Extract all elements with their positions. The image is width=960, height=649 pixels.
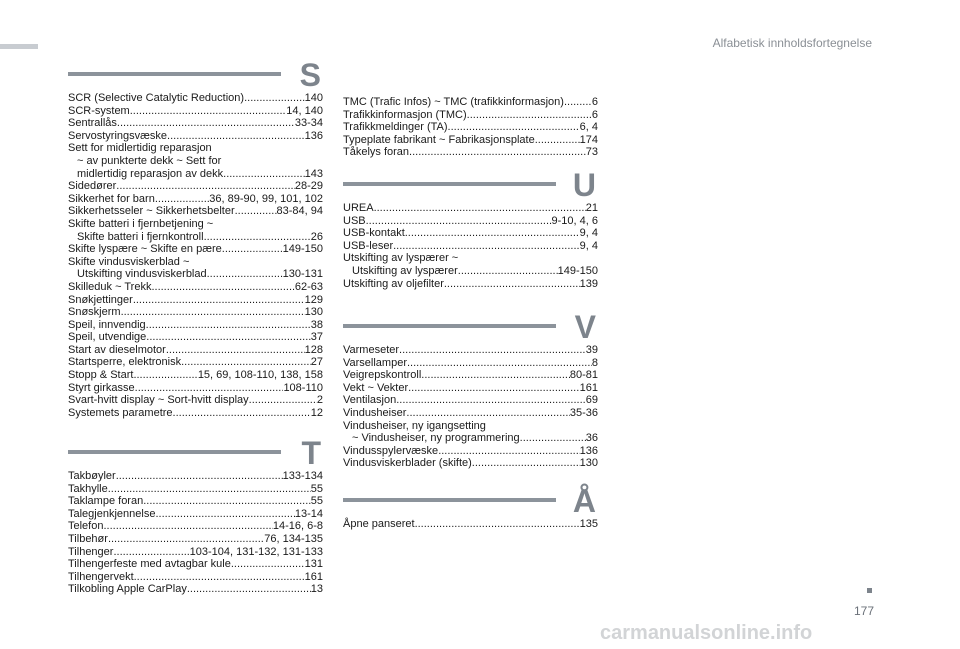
index-entry-line: Vindusheiser, ny igangsetting — [343, 419, 486, 432]
index-list — [343, 96, 598, 159]
section-letter: S — [299, 57, 321, 93]
index-entry-label: Typeplate fabrikant ~ Fabrikasjonsplate — [343, 133, 535, 146]
index-entry-page: 13 — [310, 583, 323, 596]
dot-leader — [130, 105, 287, 118]
page-header-title: Alfabetisk innholdsfortegnelse — [712, 36, 872, 50]
index-entry-page: 76, 134-135 — [264, 532, 323, 545]
index-entry-label: UREA — [343, 202, 374, 214]
dot-leader — [467, 109, 592, 122]
section-v — [343, 309, 598, 470]
index-entry — [68, 382, 323, 395]
section-divider — [343, 498, 556, 502]
dot-leader — [151, 281, 294, 294]
index-entry — [68, 205, 323, 218]
index-entry-label: Snøkjettinger — [68, 293, 133, 306]
page-marker — [867, 588, 872, 593]
index-entry-label: Tilhengerfeste med avtagbar kule — [68, 558, 231, 571]
index-entry-page: 36, 89-90, 99, 101, 102 — [209, 192, 323, 205]
index-entry-page: 108-110 — [283, 381, 323, 394]
index-entry — [68, 105, 323, 118]
index-entry-label: SCR-system — [68, 104, 130, 117]
dot-leader — [204, 231, 311, 244]
index-entry-page: 135 — [579, 518, 598, 530]
section-letter: U — [572, 167, 596, 203]
dot-leader — [396, 394, 586, 407]
index-entry-page: 136 — [579, 444, 598, 457]
dot-leader — [155, 193, 209, 206]
index-entry — [68, 356, 323, 369]
index-entry-label: Telefon — [68, 520, 104, 533]
index-entry-label: Tåkelys foran — [343, 146, 410, 159]
index-list — [343, 518, 598, 531]
dot-leader — [134, 571, 305, 584]
dot-leader — [187, 583, 311, 596]
index-entry — [68, 583, 323, 596]
index-entry-page: 133-134 — [282, 470, 323, 482]
index-entry — [343, 382, 598, 395]
index-entry-page: 130-131 — [282, 268, 323, 281]
dot-leader — [146, 319, 311, 332]
index-entry-label: Takhylle — [68, 482, 108, 495]
index-entry-page: 143 — [304, 167, 323, 180]
index-entry-page: 161 — [304, 570, 323, 583]
dot-leader — [249, 394, 317, 407]
dot-leader — [421, 369, 570, 382]
index-entry-page: 136 — [304, 129, 323, 142]
index-entry — [343, 134, 598, 147]
index-entry-page: 35-36 — [569, 406, 598, 419]
section-letter: T — [301, 435, 321, 471]
index-entry-page: 28-29 — [294, 180, 323, 193]
index-entry-page: 12 — [310, 406, 323, 419]
index-entry-page: 139 — [579, 277, 598, 290]
section-letter: Å — [572, 483, 596, 519]
index-entry — [68, 243, 323, 256]
index-entry-label: TMC (Trafic Infos) ~ TMC (trafikkinformasjon) — [343, 96, 564, 108]
section-u — [343, 167, 598, 290]
index-entry-label: Speil, utvendige — [68, 331, 147, 344]
index-entry-line: ~ av punkterte dekk ~ Sett for — [77, 154, 222, 167]
dot-leader — [407, 357, 592, 370]
index-entry-label: Utskifting vindusviskerblad — [77, 268, 207, 281]
dot-leader — [408, 382, 580, 395]
index-entry-label: USB-kontakt — [343, 227, 405, 240]
index-entry — [68, 495, 323, 508]
index-entry-label: Vindusspylervæske — [343, 444, 439, 457]
index-entry-page: 9-10, 4, 6 — [551, 214, 598, 227]
index-entry-page: 55 — [310, 495, 323, 508]
dot-leader — [108, 533, 264, 546]
index-entry — [343, 357, 598, 370]
index-entry-page: 149-150 — [282, 243, 323, 256]
index-entry-label: Trafikkmeldinger (TA) — [343, 121, 448, 134]
index-entry-label: Sikkerhet for barn — [68, 192, 155, 205]
index-entry-label: Tilbehør — [68, 532, 108, 545]
top-accent-bar — [0, 44, 38, 49]
index-entry — [68, 508, 323, 521]
index-entry-page: 37 — [310, 331, 323, 344]
index-entry-page: 131 — [304, 558, 323, 571]
index-entry-label: Sentrallås — [68, 117, 117, 130]
dot-leader — [116, 180, 295, 193]
dot-leader — [231, 558, 305, 571]
index-entry-page: 15, 69, 108-110, 138, 158 — [197, 369, 323, 382]
index-entry-label: Vindusheiser — [343, 406, 407, 419]
index-entry — [343, 278, 598, 291]
dot-leader — [235, 205, 277, 218]
index-entry-label: Talegjenkjennelse — [68, 507, 156, 520]
index-entry-page: 39 — [585, 344, 598, 356]
dot-leader — [173, 407, 311, 420]
index-entry-page: 69 — [585, 394, 598, 407]
index-entry-page: 174 — [579, 133, 598, 146]
dot-leader — [117, 117, 295, 130]
index-entry-label: Tilhenger — [68, 545, 114, 558]
index-entry-page: 130 — [579, 457, 598, 470]
index-entry — [68, 218, 323, 243]
dot-leader — [222, 243, 283, 256]
index-entry-page: 26 — [310, 230, 323, 243]
index-entry-label: Start av dieselmotor — [68, 343, 166, 356]
dot-leader — [406, 407, 569, 420]
dot-leader — [393, 240, 580, 253]
index-entry — [343, 96, 598, 109]
index-entry-page: 14, 140 — [286, 104, 323, 117]
index-entry-label: Startsperre, elektronisk — [68, 356, 182, 369]
dot-leader — [444, 278, 580, 291]
dot-leader — [133, 294, 305, 307]
index-entry — [343, 215, 598, 228]
dot-leader — [366, 215, 552, 228]
index-entry-page: 73 — [585, 146, 598, 159]
index-entry-label: Trafikkinformasjon (TMC) — [343, 108, 467, 121]
index-entry-line: Skifte vindusviskerblad ~ — [68, 255, 190, 268]
index-entry-page: 14-16, 6-8 — [272, 520, 323, 533]
index-entry — [343, 394, 598, 407]
index-entry-label: Utskifting av oljefilter — [343, 277, 444, 290]
index-entry — [343, 202, 598, 215]
index-entry-label: Sikkerhetsseler ~ Sikkerhetsbelter — [68, 205, 235, 218]
index-entry — [343, 227, 598, 240]
index-entry-line: Skifte batteri i fjernbetjening ~ — [68, 217, 214, 230]
index-list — [68, 92, 323, 419]
watermark: carmanualsonline.info — [600, 622, 813, 644]
index-entry — [68, 319, 323, 332]
index-entry-label: Svart-hvitt display ~ Sort-hvitt display — [68, 394, 249, 407]
index-list — [343, 344, 598, 470]
dot-leader — [520, 432, 586, 445]
index-entry-label: Varmeseter — [343, 344, 400, 356]
index-entry — [68, 180, 323, 193]
index-entry-line: Utskifting av lyspærer ~ — [343, 252, 459, 265]
dot-leader — [472, 457, 580, 470]
index-entry-page: 128 — [304, 343, 323, 356]
index-entry — [68, 369, 323, 382]
index-entry — [68, 407, 323, 420]
index-entry-page: 36 — [585, 432, 598, 445]
index-entry-label: Takbøyler — [68, 470, 116, 482]
index-entry-label: Tilhengervekt — [68, 570, 134, 583]
section-s — [68, 57, 323, 419]
index-entry-page: 21 — [585, 202, 598, 214]
dot-leader — [103, 520, 272, 533]
dot-leader — [181, 356, 311, 369]
index-entry-page: 27 — [310, 356, 323, 369]
index-entry-label: midlertidig reparasjon av dekk — [77, 167, 224, 180]
index-entry-page: 38 — [310, 318, 323, 331]
index-entry — [68, 533, 323, 546]
index-entry-page: 33-34 — [294, 117, 323, 130]
index-entry — [68, 483, 323, 496]
page-number: 177 — [853, 604, 874, 618]
dot-leader — [399, 344, 586, 357]
index-entry-page: 6 — [591, 96, 598, 108]
index-entry-label: Styrt girkasse — [68, 381, 135, 394]
index-entry — [343, 146, 598, 159]
dot-leader — [374, 202, 586, 215]
index-entry-page: 6 — [591, 108, 598, 121]
index-entry-page: 149-150 — [557, 264, 598, 277]
index-entry-label: Ventilasjon — [343, 394, 397, 407]
section-divider — [68, 450, 281, 454]
index-entry-label: Sidedører — [68, 180, 117, 193]
dot-leader — [133, 369, 197, 382]
index-entry — [68, 470, 323, 483]
index-entry — [343, 121, 598, 134]
index-entry-line: Sett for midlertidig reparasjon — [68, 142, 212, 155]
index-entry-label: Stopp & Start — [68, 369, 134, 382]
index-entry-label: Varsellamper — [343, 356, 407, 369]
index-entry-label: Tilkobling Apple CarPlay — [68, 583, 187, 596]
index-entry — [68, 546, 323, 559]
dot-leader — [167, 130, 305, 143]
dot-leader — [223, 168, 305, 181]
index-entry-page: 13-14 — [294, 507, 323, 520]
index-entry-label: Skifte batteri i fjernkontroll — [77, 230, 204, 243]
index-entry — [343, 518, 598, 531]
dot-leader — [121, 306, 305, 319]
index-entry — [68, 394, 323, 407]
index-entry-page: 130 — [304, 306, 323, 319]
index-entry-label: Systemets parametre — [68, 406, 173, 419]
index-entry-label: Snøskjerm — [68, 306, 121, 319]
index-entry-label: SCR (Selective Catalytic Reduction) — [68, 92, 245, 104]
index-entry — [343, 457, 598, 470]
index-entry-label: Vindusviskerblader (skifte) — [343, 457, 472, 470]
section-divider — [68, 72, 281, 76]
index-entry-label: Skilleduk ~ Trekk — [68, 280, 152, 293]
index-entry — [68, 558, 323, 571]
dot-leader — [564, 96, 592, 109]
index-entry-page: 55 — [310, 482, 323, 495]
index-entry-label: USB — [343, 214, 366, 227]
dot-leader — [207, 268, 283, 281]
index-entry-label: Speil, innvendig — [68, 318, 146, 331]
index-entry — [343, 109, 598, 122]
index-entry-page: 161 — [579, 381, 598, 394]
index-entry-page: 80-81 — [569, 369, 598, 382]
index-entry — [68, 117, 323, 130]
index-entry-page: 103-104, 131-132, 131-133 — [189, 545, 323, 558]
index-entry-label: USB-leser — [343, 239, 394, 252]
index-entry — [68, 193, 323, 206]
dot-leader — [244, 92, 305, 105]
section-t — [68, 435, 323, 596]
index-entry — [68, 344, 323, 357]
index-entry — [343, 407, 598, 420]
index-list — [68, 470, 323, 596]
index-entry — [68, 331, 323, 344]
index-list — [343, 202, 598, 290]
section-t-continued — [343, 96, 598, 159]
section-aa — [343, 483, 598, 531]
index-entry — [68, 294, 323, 307]
index-entry — [343, 344, 598, 357]
index-entry — [343, 369, 598, 382]
section-letter: V — [574, 309, 596, 345]
index-entry-label: Veigrepskontroll — [343, 369, 422, 382]
index-entry — [68, 571, 323, 584]
index-entry-page: 62-63 — [294, 280, 323, 293]
dot-leader — [108, 483, 311, 496]
index-entry-label: Utskifting av lyspærer — [352, 264, 458, 277]
dot-leader — [135, 382, 284, 395]
index-entry — [68, 520, 323, 533]
dot-leader — [143, 495, 311, 508]
index-entry-page: 8 — [591, 356, 598, 369]
dot-leader — [438, 445, 579, 458]
index-entry — [343, 240, 598, 253]
dot-leader — [146, 331, 310, 344]
index-entry-label: Åpne panseret — [343, 518, 415, 530]
dot-leader — [166, 344, 305, 357]
dot-leader — [448, 121, 580, 134]
index-entry-label: Servostyringsvæske — [68, 129, 168, 142]
index-entry-label: ~ Vindusheiser, ny programmering — [352, 432, 520, 445]
index-entry — [68, 142, 323, 180]
section-divider — [343, 324, 556, 328]
index-entry-label: Skifte lyspære ~ Skifte en pære — [68, 243, 222, 256]
dot-leader — [116, 470, 283, 483]
dot-leader — [405, 227, 580, 240]
index-entry-page: 2 — [316, 394, 323, 407]
dot-leader — [458, 265, 558, 278]
index-entry — [68, 281, 323, 294]
index-entry-page: 83-84, 94 — [276, 205, 323, 218]
index-entry-page: 6, 4 — [579, 121, 598, 134]
index-entry-label: Vekt ~ Vekter — [343, 381, 409, 394]
index-entry — [343, 445, 598, 458]
dot-leader — [409, 146, 586, 159]
index-entry-page: 129 — [304, 293, 323, 306]
index-entry-page: 9, 4 — [579, 227, 598, 240]
index-entry — [68, 256, 323, 281]
index-entry-page: 140 — [304, 92, 323, 104]
index-entry — [343, 252, 598, 277]
index-entry — [68, 306, 323, 319]
index-entry — [68, 92, 323, 105]
index-entry-page: 9, 4 — [579, 239, 598, 252]
index-entry — [68, 130, 323, 143]
index-entry — [343, 420, 598, 445]
section-divider — [343, 182, 556, 186]
dot-leader — [535, 134, 580, 147]
index-entry-label: Taklampe foran — [68, 495, 144, 508]
dot-leader — [415, 518, 580, 531]
dot-leader — [113, 546, 189, 559]
dot-leader — [155, 508, 294, 521]
